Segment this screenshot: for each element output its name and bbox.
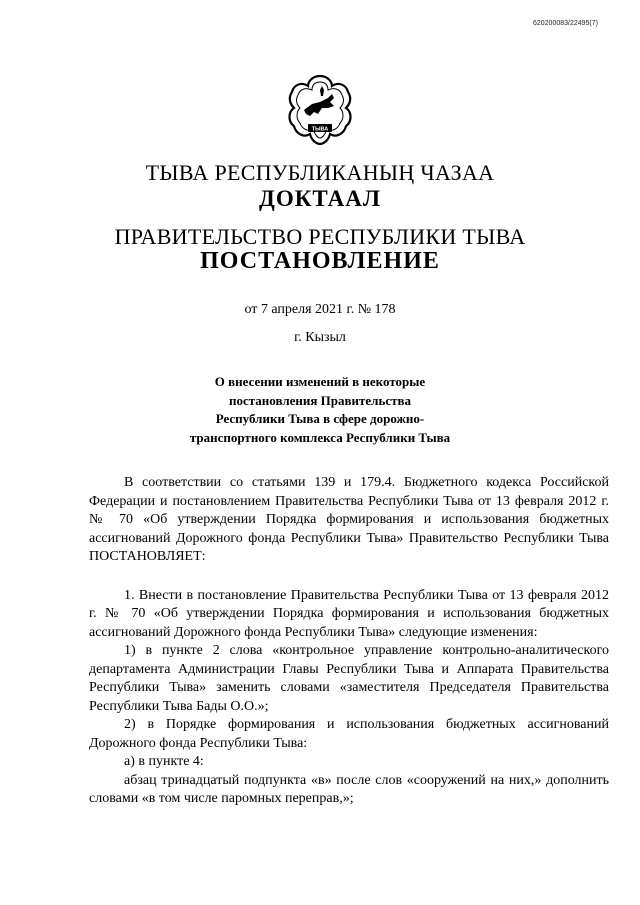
body-paragraph: 2) в Порядке формирования и использования бюджетных ассигнований Дорожного фонда Республики Тыва: (89, 717, 609, 751)
subject-line: Республики Тыва в сфере дорожно- (215, 411, 425, 426)
document-subject (0, 373, 640, 447)
header-doktaal: ДОКТААЛ (259, 186, 381, 211)
emblem-text: ТЫВА (311, 126, 329, 133)
document-body (89, 474, 609, 809)
subject-line: О внесении изменений в некоторые (214, 374, 426, 389)
body-paragraph: абзац тринадцатый подпункта «в» после слов «сооружений на них,» дополнить словами «в том числе паромных переправ,»; (89, 772, 609, 806)
body-paragraph: 1. Внести в постановление Правительства Республики Тыва от 13 февраля 2012 г. № 70 «Об утверждении Порядка формирования и использования бюджетных ассигнований Дорожного фонда Республики Тыва» следующие изменения: (89, 587, 609, 640)
document-city: г. Кызыл (294, 330, 346, 345)
subject-line: транспортного комплекса Республики Тыва (189, 429, 451, 445)
document-date-number: от 7 апреля 2021 г. № 178 (244, 302, 396, 317)
subject-line: постановления Правительства (229, 392, 411, 408)
header-government-of-tyva: ПРАВИТЕЛЬСТВО РЕСПУБЛИКИ ТЫВА (114, 224, 526, 249)
preamble-paragraph: В соответствии со статьями 139 и 179.4. Бюджетного кодекса Российской Федерации и постановлением Правительства Республики Тыва от 13 февраля 2012 г. № 70 «Об утверждении Порядка формирования и использования бюджетных ассигнований Дорожного фонда Республики Тыва» Правительство Республики Тыва ПОСТАНОВЛЯЕТ: (89, 475, 609, 564)
document-id: 620200083/22495(7) (532, 20, 598, 27)
body-paragraph: а) в пункте 4: (124, 754, 204, 769)
header-postanovlenie: ПОСТАНОВЛЕНИЕ (200, 248, 440, 274)
header-tyva-government: ТЫВА РЕСПУБЛИКАНЫҢ ЧАЗАА (145, 160, 495, 185)
tyva-coat-of-arms-icon (282, 72, 358, 148)
body-paragraph: 1) в пункте 2 слова «контрольное управление контрольно-аналитического департамента Администрации Главы Республики Тыва и Аппарата Правительства Республики Тыва» заменить словами «заместителя Председателя Правительства Республики Тыва Бады О.О.»; (89, 643, 609, 714)
